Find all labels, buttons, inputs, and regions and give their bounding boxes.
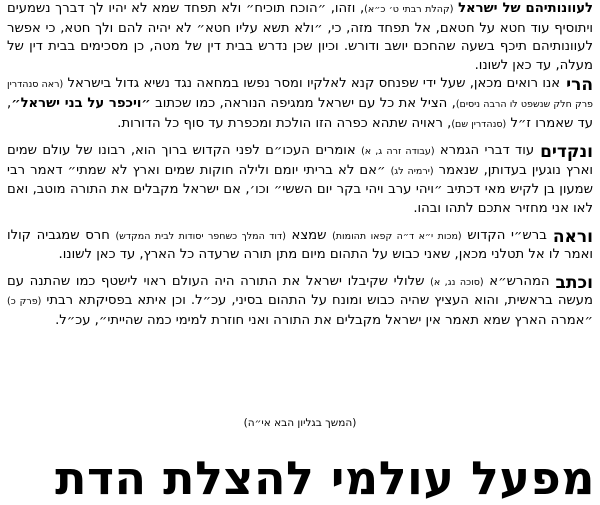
section-paragraph (7, 142, 593, 218)
section-paragraph (7, 273, 593, 331)
body-text: ״אם לא בריתי יומם ולילה חוקות שמים וארץ לא שמתי״ דאמר רבי שמעון בן לקיש מאי דכתיב ״ויהי ערב ויהי בקר יום הששי״ וכו׳, אם ישראל מקבלים את התורה מוטב, ואם לאו אני מחזיר אתכם לתהו ובהו. (7, 162, 593, 216)
intro-paragraph (7, 0, 593, 75)
intro-source-ref: (קהלת רבתי ט׳ כ״א) (364, 4, 454, 15)
body-text: אנו רואים מכאן, שעל ידי שפנחס קנא לאלקיו ומסר נפשו במחאה נגד נשיא גדול בישראל (63, 76, 561, 92)
source-reference: (מכות י״א ד״ה קפאו תהומות) (332, 230, 462, 242)
section-lead-word: הרי (566, 75, 593, 96)
page-title: מפעל עולמי להצלת הדת (55, 451, 595, 505)
body-text: , עד שאמרו ז״ל (7, 95, 593, 131)
section-paragraph (7, 75, 593, 134)
source-reference: (ירמיה לג) (390, 165, 434, 177)
source-reference: (פרק כ) (7, 296, 42, 308)
section-lead-word: וראה (552, 226, 593, 247)
body-text: עוד דברי הגמרא (434, 143, 535, 159)
sections-container (7, 75, 593, 330)
body-text: חרס שמגביה קולו ואמר לו אל תטלני מכאן, שאני כבוש על התהום מיום מתן תורה שרעדה כל הארץ, עד כאן לשונו. (7, 227, 593, 263)
quoted-verse: ״ויכפר על בני ישראל״ (11, 95, 151, 111)
source-reference: (דוד המלך כשחפר יסודות לבית המקדש) (115, 230, 286, 242)
body-text: , הציל את כל עם ישראל ממגיפה הנוראה, כמו שכתוב (150, 95, 456, 111)
body-text: ״אמרה הארץ שמא תאמר אין ישראל מקבלים את התורה ואני חוזרת למימי כמה שהייתי״, עכ״ל. (55, 312, 593, 328)
source-reference: (עבודה זרה ג, א) (361, 146, 435, 158)
intro-bold-phrase: לעוונותיהם של ישראל (458, 1, 594, 16)
section-paragraph (7, 227, 593, 265)
intro-first-line-text: , וזהו, ״הוכח תוכיח״ ולא תפחד שמא לא יהיו לך דברך נשמעים (7, 1, 365, 16)
section-lead-word: וכתב (555, 272, 593, 293)
body-text: שמצא (285, 227, 333, 243)
body-text: ברש״י הקדוש (461, 227, 547, 243)
source-reference: (סוכה נג, א) (430, 276, 484, 288)
source-reference: (סנהדרין שם) (451, 118, 507, 130)
body-text: , ראויה שתהא כפרה הזו הולכת ומכפרת עד סוף כל הדורות. (117, 115, 452, 131)
body-text: אומרים העכו״ם לפני הקדוש ברוך הוא, רבונו של עולם שמים וארץ נוגעין בעדותן, שנאמר (7, 143, 593, 178)
body-text: המהרש״א (483, 273, 550, 289)
intro-body-text: ויתוסיף עוד חטא על חטאם, אל תפחד מזה, כי, ״ולא תשא עליו חטא״ לא יהיה להם ולך חטא, כי אפשר לעוונותיהם תיכף בשעה שהחכם יושב ודורש. וכיון שכן נדרש בבית דין של מטה, כן מסכימים בבית דין של מעלה, עד כאן לשונו. (7, 20, 593, 73)
continuation-note: (המשך בגליון הבא אי״ה) (243, 417, 357, 429)
body-text: שלולי שקיבלו ישראל את התורה היה העולם ראוי לישטף כמו שהתנה עם מעשה בראשית, והוא העציץ שהיה כבוש ומונח על התהום בסיני, עכ״ל. וכן איתא בפסיקתא רבתי (7, 273, 593, 309)
section-lead-word: ונקדים (540, 142, 593, 163)
source-reference: (ראה סנהדרין פרק חלק שנשפט לו הרבה ניסים) (7, 79, 593, 110)
